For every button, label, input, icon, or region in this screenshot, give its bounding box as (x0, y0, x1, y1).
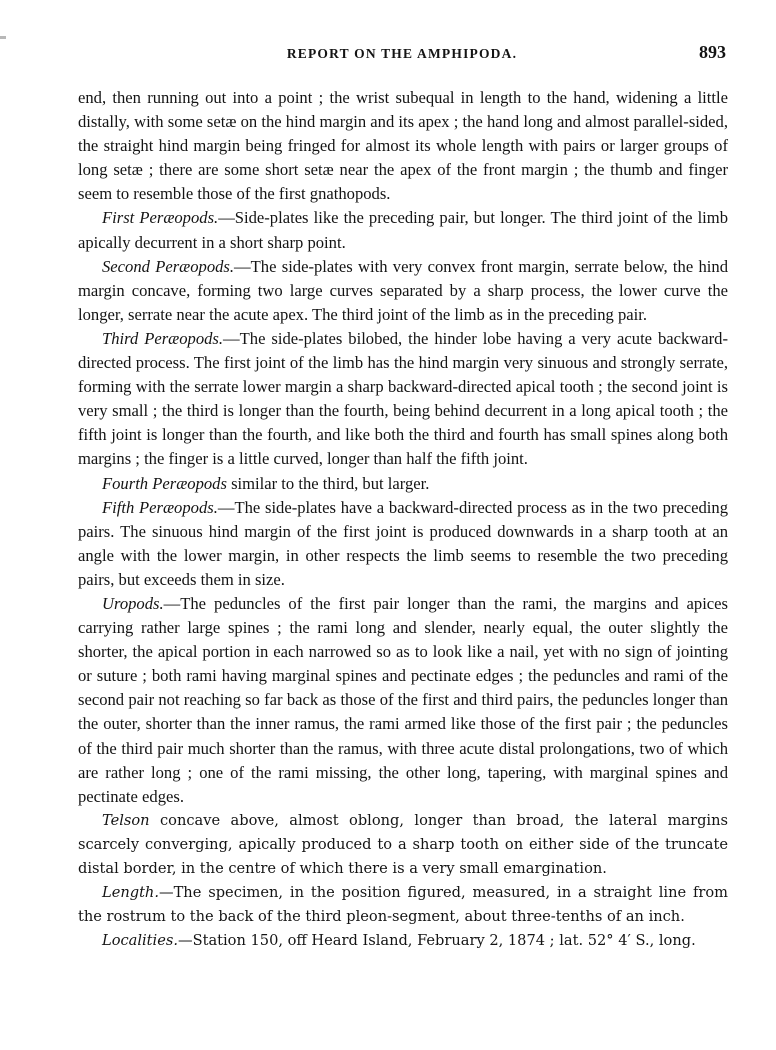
paragraph-text: —The side-plates have a backward-directed process as in the two preceding pairs. The sinuous hind margin of the first joint is produced downwards in a sharp tooth at an angle with the lower margin, in other respects the limb seems to resemble the two preceding pairs, but exceeds them in size. (78, 497, 728, 589)
paragraph-heading: Fifth Peræopods. (102, 497, 218, 517)
paragraph-text: —The side-plates bilobed, the hinder lobe having a very acute backward-directed process. The first joint of the limb has the hind margin very sinuous and strongly serrate, forming with the serrate lower margin a sharp backward-directed apical tooth ; the second joint is very small ; the third is longer than the fourth, being behind decurrent in a long apical tooth ; the fifth joint is longer than the fourth, and like both the third and fourth has small spines along both margins ; the finger is a little curved, longer than half the fifth joint. (78, 328, 729, 469)
paragraph-text: —Station 150, off Heard Island, February 2, 1874 ; lat. 52° 4′ S., long. (177, 932, 696, 950)
header-title: REPORT ON THE AMPHIPODA. (286, 46, 518, 61)
paragraph-first-peraeopods (78, 206, 728, 254)
body-text (78, 86, 728, 953)
paragraph-heading: Second Peræopods. (102, 256, 235, 276)
paragraph-heading: Localities. (102, 932, 178, 950)
paragraph-text: concave above, almost oblong, longer than broad, the lateral margins scarcely converging, apically produced to a sharp tooth on either side of the truncate distal border, in the centre of which there is a very small emargination. (78, 811, 728, 877)
paragraph-uropods (78, 592, 728, 809)
page-number: 893 (699, 42, 726, 62)
paragraph-text: —The peduncles of the first pair longer than the rami, the margins and apices carrying rather large spines ; the rami long and slender, nearly equal, the outer slightly the shorter, the apical portion in each narrowed so as to look like a nail, yet with no sign of jointing or suture ; both rami having marginal spines and pectinate edges ; the peduncles and rami of the second pair not reaching so far back as those of the first and third pairs, the peduncles longer than the outer, shorter than the inner ramus, the rami armed like those of the first pair ; the peduncles of the third pair much shorter than the ramus, with three acute distal prolongations, two of which are rather long ; one of the rami missing, the other long, tapering, with marginal spines and pectinate edges. (78, 593, 728, 806)
paragraph-second-peraeopods (78, 255, 728, 327)
running-header (78, 42, 726, 66)
paragraph-text: —Side-plates like the preceding pair, but longer. The third joint of the limb apically decurrent in a short sharp point. (78, 208, 728, 252)
paragraph-length (78, 881, 728, 929)
paragraph-heading: Fourth Peræopods (102, 473, 227, 493)
paragraph-heading: First Peræopods. (102, 208, 219, 228)
paragraph-continuation (78, 86, 728, 206)
paragraph-third-peraeopods (78, 327, 728, 472)
paragraph-localities (78, 929, 728, 953)
paragraph-heading: Telson (102, 811, 150, 829)
paragraph-text: —The side-plates with very convex front margin, serrate below, the hind margin concave, forming two large curves separated by a sharp process, the lower curve the longer, serrate near the acute apex. The third joint of the limb as in the preceding pair. (78, 256, 728, 324)
paragraph-text: —The specimen, in the position figured, measured, in a straight line from the rostrum to the back of the third pleon-segment, about three-tenths of an inch. (78, 884, 728, 926)
paragraph-fourth-peraeopods (78, 472, 728, 496)
paragraph-text: similar to the third, but larger. (226, 473, 430, 493)
paragraph-fifth-peraeopods (78, 496, 728, 592)
paragraph-heading: Length. (102, 884, 159, 902)
paragraph-heading: Third Peræopods. (102, 328, 224, 348)
scan-edge-mark (0, 36, 6, 39)
paragraph-heading: Uropods. (102, 593, 164, 613)
paragraph-text: end, then running out into a point ; the wrist subequal in length to the hand, widening a little distally, with some setæ on the hind margin and its apex ; the hand long and almost parallel-sided, the straight hind margin being fringed for almost its whole length with pairs or larger groups of long setæ ; there are some short setæ near the apex of the front margin ; the thumb and finger seem to resemble those of the first gnathopods. (78, 88, 728, 204)
paragraph-telson (78, 809, 728, 881)
